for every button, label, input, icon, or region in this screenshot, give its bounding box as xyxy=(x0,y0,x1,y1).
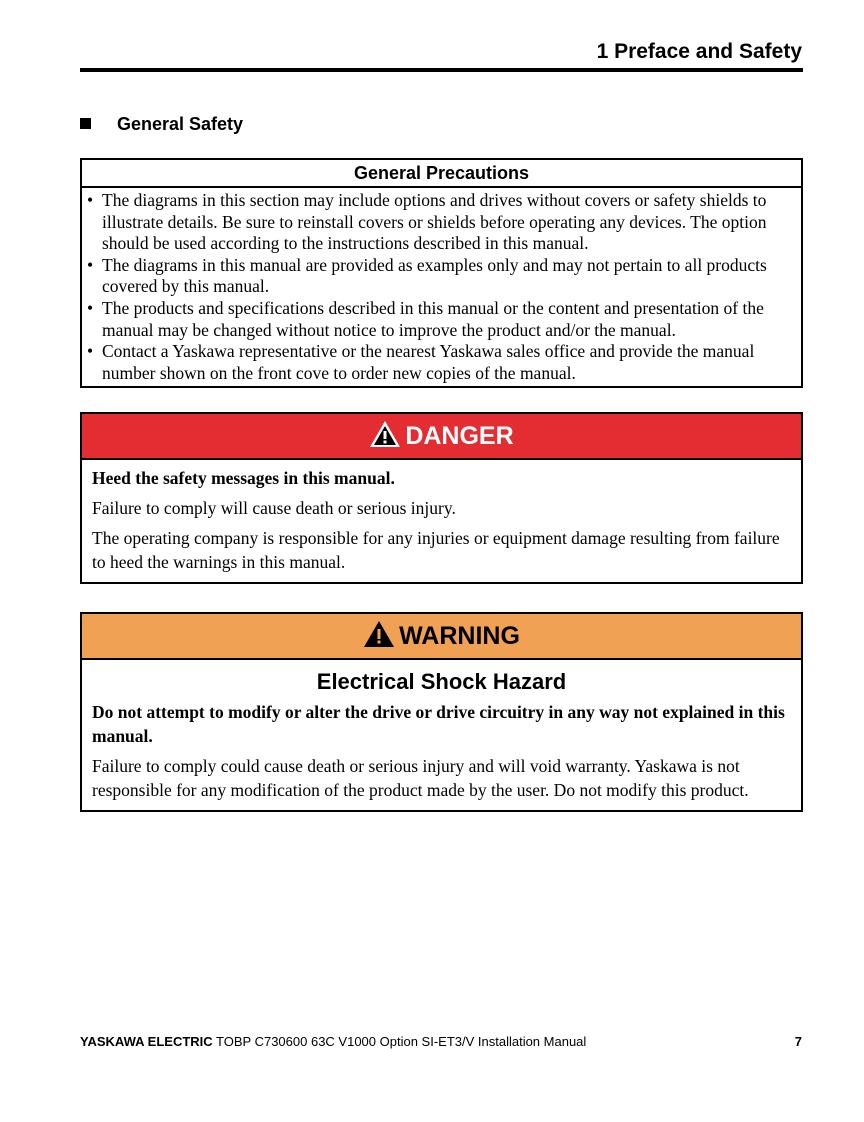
danger-banner xyxy=(82,414,801,460)
bullet-icon: • xyxy=(87,341,94,362)
bullet-icon: • xyxy=(87,254,94,275)
header-rule xyxy=(80,68,803,72)
warning-heading: Do not attempt to modify or alter the drive or drive circuitry in any way not explained in this manual. xyxy=(92,702,785,746)
warning-label: WARNING xyxy=(399,622,520,650)
warning-text: Failure to comply could cause death or serious injury and will void warranty. Yaskawa is not responsible for any modification of the product made by the user. Do not modify this product. xyxy=(92,756,749,800)
danger-box xyxy=(80,412,803,584)
section-heading-text: General Safety xyxy=(117,114,244,134)
danger-heading: Heed the safety messages in this manual. xyxy=(92,468,395,488)
warning-banner xyxy=(82,614,801,660)
precautions-list xyxy=(82,188,801,386)
section-heading xyxy=(80,114,243,135)
square-bullet-icon xyxy=(80,118,91,129)
warning-triangle-icon xyxy=(363,620,395,648)
hazard-title: Electrical Shock Hazard xyxy=(316,669,567,694)
warning-box xyxy=(80,612,803,812)
list-item: • The diagrams in this manual are provided as examples only and may not pertain to all products covered by this manual. xyxy=(87,254,767,297)
list-item: • The diagrams in this section may include options and drives without covers or safety shields to illustrate details. Be sure to reinstall covers or shields before operating any devices. The option should be used according to the instructions described in this manual. xyxy=(87,190,767,254)
footer-brand: YASKAWA ELECTRIC xyxy=(80,1034,213,1049)
page-number: 7 xyxy=(794,1034,802,1049)
footer-document-title: TOBP C730600 63C V1000 Option SI-ET3/V Installation Manual xyxy=(212,1034,587,1049)
chapter-title: 1 Preface and Safety xyxy=(596,40,802,63)
danger-consequence: Failure to comply will cause death or serious injury. xyxy=(92,498,456,518)
danger-responsibility: The operating company is responsible for any injuries or equipment damage resulting from failure to heed the warnings in this manual. xyxy=(92,528,780,572)
warning-triangle-icon xyxy=(369,420,401,448)
precautions-title: General Precautions xyxy=(82,160,801,188)
bullet-icon: • xyxy=(87,297,94,318)
danger-label: DANGER xyxy=(405,422,514,450)
general-precautions-box xyxy=(80,158,803,388)
list-item: • The products and specifications described in this manual or the content and presentation of the manual may be changed without notice to improve the product and/or the manual. xyxy=(87,297,764,340)
warning-body xyxy=(82,660,801,810)
page-footer xyxy=(80,1034,802,1049)
bullet-icon: • xyxy=(87,190,94,210)
list-item: • Contact a Yaskawa representative or the nearest Yaskawa sales office and provide the manual number shown on the front cove to order new copies of the manual. xyxy=(87,341,755,383)
danger-body xyxy=(82,460,801,582)
